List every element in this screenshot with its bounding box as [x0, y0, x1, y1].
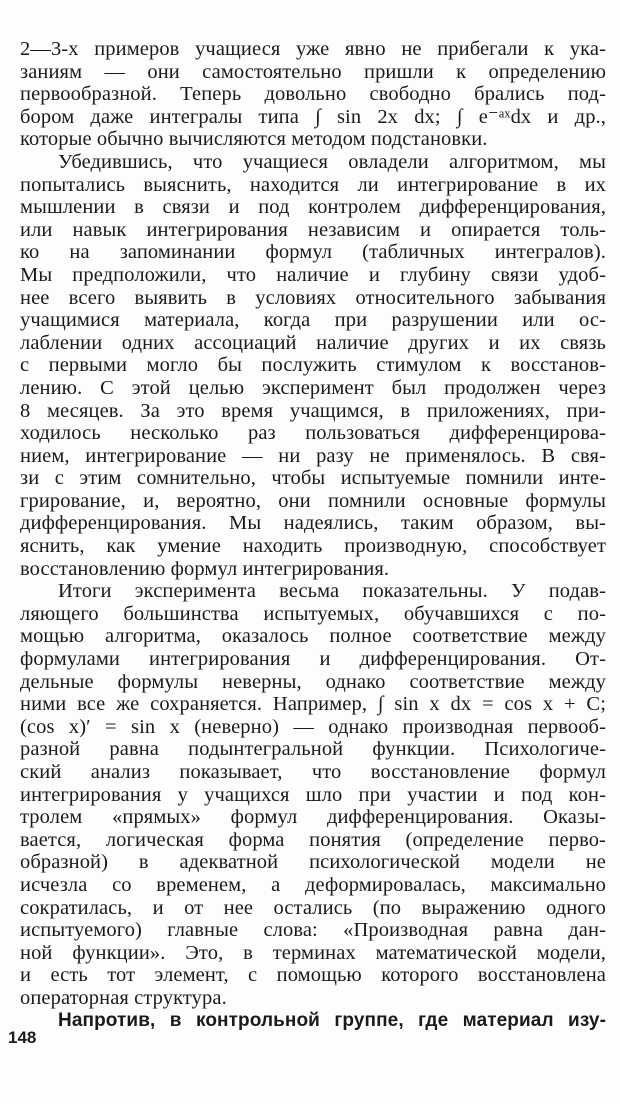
text-line: ной функции». Это, в терминах математической модели, — [20, 941, 606, 964]
text-line: испытуемого) главные слова: «Производная равна дан- — [20, 919, 606, 942]
page-body — [20, 38, 606, 1032]
text-line: формулами интегрирования и дифференцирования. От- — [20, 648, 606, 671]
paragraph — [20, 1010, 606, 1033]
text-line: ский анализ показывает, что восстановление формул — [20, 761, 606, 783]
text-line: мышлении в связи и под контролем дифференцирования, — [20, 196, 606, 219]
text-line: ними все же сохраняется. Например, ∫ sin x dx = cos x + C; — [20, 693, 606, 716]
text-line: нием, интегрирование — ни разу не применялось. В свя- — [20, 444, 606, 467]
text-line: ляющего большинства испытуемых, обучавшихся с по- — [20, 602, 606, 625]
text-line: дельные формулы неверны, однако соответствие между — [20, 670, 606, 693]
text-line: интегрирования у учащихся шло при участии и под кон- — [20, 783, 606, 806]
paragraph — [20, 151, 606, 580]
text-line: операторная структура. — [20, 986, 227, 1009]
text-line: ко на запоминании формул (табличных интегралов). — [20, 241, 606, 264]
text-line: лению. С этой целью эксперимент был продолжен через — [20, 376, 606, 399]
text-line: Мы предположили, что наличие и глубину связи удоб- — [20, 263, 606, 286]
text-line: лаблении одних ассоциаций наличие других и их связь — [20, 331, 606, 354]
paragraph — [20, 580, 606, 1009]
paragraph — [20, 38, 606, 151]
text-line: грирование, и, вероятно, они помнили основные формулы — [20, 489, 606, 512]
text-line: разной равна подынтегральной функции. Психологиче- — [20, 738, 606, 761]
text-line: Убедившись, что учащиеся овладели алгоритмом, мы — [58, 150, 606, 173]
text-line: или навык интегрирования независим и опирается толь- — [20, 218, 606, 241]
text-line: с первыми могло бы послужить стимулом к восстанов- — [20, 354, 606, 377]
text-line: Итоги эксперимента весьма показательны. У подав- — [58, 580, 606, 603]
text-line: Напротив, в контрольной группе, где материал изу- — [58, 1009, 606, 1031]
text-line: сократилась, и от нее остались (по выражению одного — [20, 896, 606, 919]
text-line: яснить, как умение находить производную, способствует — [20, 535, 606, 558]
text-line: восстановлению формул интегрирования. — [20, 557, 390, 580]
text-line: зи с этим сомнительно, чтобы испытуемые помнили инте- — [20, 467, 606, 490]
page-number: 148 — [8, 1028, 37, 1047]
text-line: учащимися материала, когда при разрушении или ос- — [20, 309, 606, 332]
text-line: 2—3-х примеров учащиеся уже явно не прибегали к ука- — [20, 38, 606, 60]
text-line: первообразной. Теперь довольно свободно брались под- — [20, 83, 606, 106]
text-line: заниям — они самостоятельно пришли к определению — [20, 60, 606, 83]
text-line: исчезла со временем, а деформировалась, максимально — [20, 873, 606, 896]
text-line: нее всего выявить в условиях относительного забывания — [20, 286, 606, 309]
text-line: бором даже интегралы типа ∫ sin 2x dx; ∫ e⁻ᵃˣdx и др., — [20, 105, 606, 128]
text-line: дифференцирования. Мы надеялись, таким образом, вы- — [20, 512, 606, 535]
text-line: (cos x)′ = sin x (неверно) — однако производная первооб- — [20, 715, 606, 738]
text-line: мощью алгоритма, оказалось полное соответствие между — [20, 625, 606, 648]
text-line: 8 месяцев. За это время учащимся, в приложениях, при- — [20, 399, 606, 422]
text-line: которые обычно вычисляются методом подстановки. — [20, 128, 488, 151]
text-line: тролем «прямых» формул дифференцирования. Оказы- — [20, 806, 606, 829]
text-line: образной) в адекватной психологической модели не — [20, 851, 606, 874]
text-line: попытались выяснить, находится ли интегрирование в их — [20, 173, 606, 196]
text-line: и есть тот элемент, с помощью которого восстановлена — [20, 964, 606, 987]
text-line: ходилось несколько раз пользоваться дифференцирова- — [20, 422, 606, 445]
text-line: вается, логическая форма понятия (определение перво- — [20, 828, 606, 851]
